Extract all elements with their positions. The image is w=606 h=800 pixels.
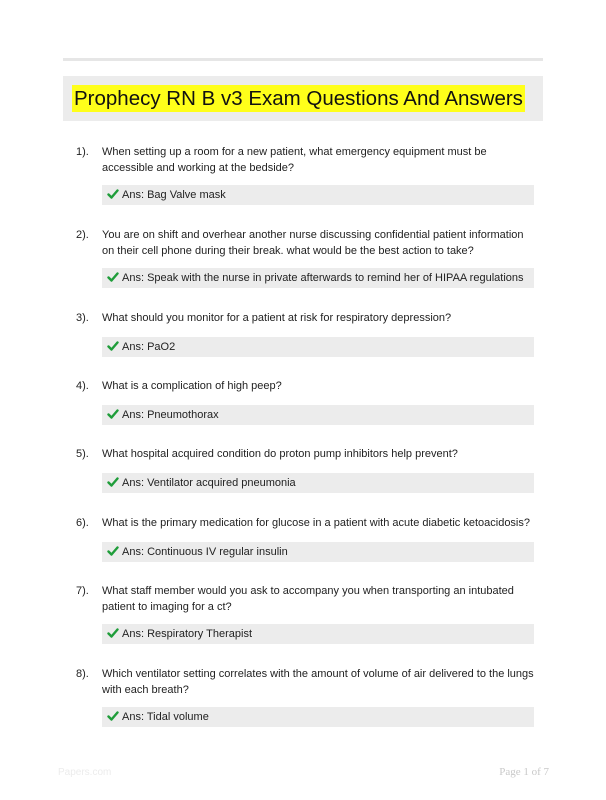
check-icon bbox=[107, 340, 119, 352]
question-text: Which ventilator setting correlates with the amount of volume of air delivered to the lungs with each breath? bbox=[102, 668, 534, 696]
question-number: 4). bbox=[76, 380, 89, 392]
answer-box bbox=[102, 624, 534, 644]
question-number: 5). bbox=[76, 448, 89, 460]
check-icon bbox=[107, 476, 119, 488]
answer-text: Ans: Speak with the nurse in private afterwards to remind her of HIPAA regulations bbox=[122, 272, 524, 284]
question-number: 7). bbox=[76, 585, 89, 597]
question-number: 2). bbox=[76, 229, 89, 241]
check-icon bbox=[107, 627, 119, 639]
answer-box bbox=[102, 473, 534, 493]
check-icon bbox=[107, 710, 119, 722]
answer-text: Ans: Ventilator acquired pneumonia bbox=[122, 477, 296, 489]
answer-text: Ans: Bag Valve mask bbox=[122, 189, 226, 201]
answer-text: Ans: Continuous IV regular insulin bbox=[122, 546, 288, 558]
question-text: When setting up a room for a new patient, what emergency equipment must be accessible and working at the bedside? bbox=[102, 146, 487, 174]
question-text: What is the primary medication for glucose in a patient with acute diabetic ketoacidosis? bbox=[102, 517, 530, 529]
answer-box bbox=[102, 542, 534, 562]
answer-text: Ans: Pneumothorax bbox=[122, 409, 219, 421]
answer-box bbox=[102, 405, 534, 425]
title-banner bbox=[63, 76, 543, 121]
question-text: What staff member would you ask to accompany you when transporting an intubated patient to imaging for a ct? bbox=[102, 585, 514, 613]
check-icon bbox=[107, 545, 119, 557]
top-divider bbox=[63, 58, 543, 61]
check-icon bbox=[107, 271, 119, 283]
footer-watermark: Papers.com bbox=[58, 767, 112, 778]
question-text: What hospital acquired condition do proton pump inhibitors help prevent? bbox=[102, 448, 458, 460]
answer-text: Ans: Tidal volume bbox=[122, 711, 209, 723]
question-number: 3). bbox=[76, 312, 89, 324]
question-text: You are on shift and overhear another nurse discussing confidential patient information on their cell phone during their break. what would be the best action to take? bbox=[102, 229, 524, 257]
answer-box bbox=[102, 337, 534, 357]
answer-box bbox=[102, 707, 534, 727]
question-text: What should you monitor for a patient at risk for respiratory depression? bbox=[102, 312, 452, 324]
answer-text: Ans: Respiratory Therapist bbox=[122, 628, 253, 640]
question-text: What is a complication of high peep? bbox=[102, 380, 282, 392]
answer-text: Ans: PaO2 bbox=[122, 341, 176, 353]
check-icon bbox=[107, 408, 119, 420]
answer-box bbox=[102, 185, 534, 205]
question-number: 6). bbox=[76, 517, 89, 529]
question-number: 1). bbox=[76, 146, 89, 158]
answer-box bbox=[102, 268, 534, 288]
page-number: Page 1 of 7 bbox=[499, 766, 549, 778]
question-number: 8). bbox=[76, 668, 89, 680]
check-icon bbox=[107, 188, 119, 200]
page-title: Prophecy RN B v3 Exam Questions And Answers bbox=[74, 87, 523, 110]
